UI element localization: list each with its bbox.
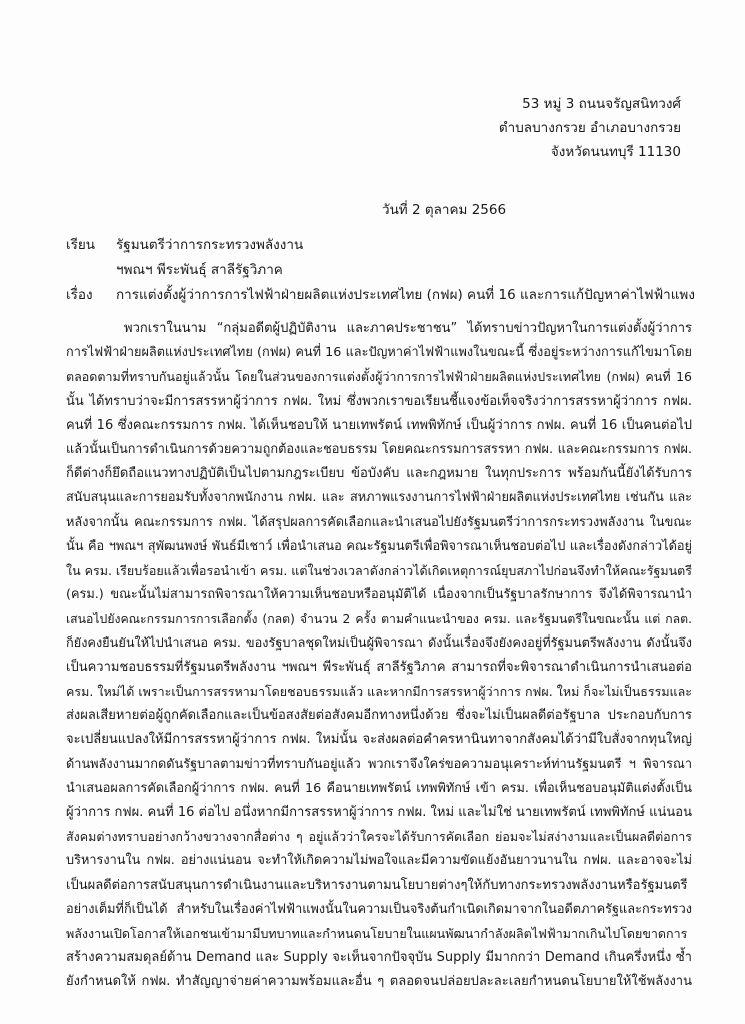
letter-body [66,317,692,995]
recipient-row [66,258,706,283]
sender-address [499,92,681,164]
body-line: ใน ครม. เรียบร้อยแล้วเพื่อรอนำเข้า ครม. แต่ในช่วงเวลาดังกล่าวได้เกิดเหตุการณ์ยุบสภาไปก่อนจึงทำให้คณะรัฐมนตรี [66,563,692,579]
body-line: แล้วนั้นเป็นการดำเนินการด้วยความถูกต้องและชอบธรรม โดยคณะกรรมการสรรหา กฟผ. และคณะกรรมการ กฟผ. [66,442,692,458]
body-line: เสนอไปยังคณะกรรมการการเลือกตั้ง (กลต) จำนวน 2 ครั้ง ตามคำแนะนำของ ครม. และรัฐมนตรีในขณะนั้น แต่ กลต. [66,612,692,627]
body-line: พวกเราในนาม “กลุ่มอดีตผู้ปฏิบัติงาน และภาคประชาชน” ได้ทราบข่าวปัญหาในการแต่งตั้งผู้ว่าการ [124,321,692,336]
body-line: เป็นความชอบธรรมที่รัฐมนตรีพลังงาน ฯพณฯ พีระพันธุ์ สาลีรัฐวิภาค สามารถที่จะพิจารณาดำเนินการนำเสนอต่อ [66,659,692,675]
body-line: ผู้ว่าการ กฟผ. คนที่ 16 ต่อไป อนึ่งหากมีการสรรหาผู้ว่าการ กฟผ. ใหม่ และไม่ใช่ นายเทพรัตน์ เทพพิทักษ์ แน่นอน [66,805,692,821]
body-line: พลังงานเปิดโอกาสให้เอกชนเข้ามามีบทบาทและกำหนดนโยบายในแผนพัฒนากำลังผลิตไฟฟ้ามากเกินไปโดยขาดการ [66,926,688,942]
address-line: 53 หมู่ 3 ถนนจรัญสนิทวงศ์ [522,96,681,112]
recipient-row [66,233,706,258]
body-line: สังคมต่างทราบอย่างกว้างขวางจากสื่อต่าง ๆ อยู่แล้วว่าใครจะได้รับการคัดเลือก ย่อมจะไม่สง่างามและเป็นผลดีต่อการ [66,829,692,845]
body-line: จะเปลี่ยนแปลงให้มีการสรรหาผู้ว่าการ กฟผ. ใหม่นั้น จะส่งผลต่อคำครหานินทาจากสังคมได้ว่ามีใบสั่งจากทุนใหญ่ [66,732,692,748]
body-line: ส่งผลเสียหายต่อผู้ถูกคัดเลือกและเป็นข้อสงสัยต่อสังคมอีกทางหนึ่งด้วย ซึ่งจะไม่เป็นผลดีต่อรัฐบาล ประกอบกับการ [66,708,692,724]
body-line: ก็ยังคงยืนยันให้ไปนำเสนอ ครม. ของรัฐบาลชุดใหม่เป็นผู้พิจารณา ดังนั้นเรื่องจึงยังคงอยู่ที่รัฐมนตรีพลังงาน ดังนั้นจึง [66,635,692,651]
address-line: ตำบลบางกรวย อำเภอบางกรวย [498,120,681,136]
address-line: จังหวัดนนทบุรี 11130 [550,144,681,160]
body-line: การไฟฟ้าฝ่ายผลิตแห่งประเทศไทย (กฟผ) คนที่ 16 และปัญหาค่าไฟฟ้าแพงในขณะนี้ ซึ่งอยู่ระหว่างการแก้ไขมาโดย [66,345,692,361]
subject-text: การแต่งตั้งผู้ว่าการการไฟฟ้าฝ่ายผลิตแห่งประเทศไทย (กฟผ) คนที่ 16 และการแก้ปัญหาค่าไฟฟ้าแพง [116,287,695,303]
body-line: นั้น ได้ทราบว่าจะมีการสรรหาผู้ว่าการ กฟผ. ใหม่ ซึ่งพวกเราขอเรียนชี้แจงข้อเท็จจริงว่าการสรรหาผู้ว่าการ กฟผ. [66,393,692,409]
body-line: เป็นผลดีต่อการสนับสนุนการดำเนินงานและบริหารงานตามนโยบายต่างๆให้กับทางกระทรวงพลังงานหรือรัฐมนตรี [66,877,688,893]
recipient-title: รัฐมนตรีว่าการกระทรวงพลังงาน [116,237,304,253]
body-line: ตลอดตามที่ทราบกันอยู่แล้วนั้น โดยในส่วนของการแต่งตั้งผู้ว่าการการไฟฟ้าฝ่ายผลิตแห่งประเทศไทย (กฟผ) คนที่ 16 [66,369,692,385]
body-line: สนับสนุนและการยอมรับทั้งจากพนักงาน กฟผ. และ สหภาพแรงงานการไฟฟ้าฝ่ายผลิตแห่งประเทศไทย เช่นกัน และ [66,490,692,506]
letter-date: วันที่ 2 ตุลาคม 2566 [382,202,507,218]
body-line: คนที่ 16 ซึ่งคณะกรรมการ กฟผ. ได้เห็นชอบให้ นายเทพรัตน์ เทพพิทักษ์ เป็นผู้ว่าการ กฟผ. คนที่ 16 เป็นคนต่อไป [66,417,692,433]
body-line: อย่างเต็มที่ก็เป็นได้ สำหรับในเรื่องค่าไฟฟ้าแพงนั้นในความเป็นจริงต้นกำเนิดเกิดมาจากในอดีตภาครัฐและกระทรวง [66,901,692,917]
letter-header [66,233,706,308]
body-line: หลังจากนั้น คณะกรรมการ กฟผ. ได้สรุปผลการคัดเลือกและนำเสนอไปยังรัฐมนตรีว่าการกระทรวงพลังงาน ในขณะ [66,514,692,530]
body-line: บริหารงานใน กฟผ. อย่างแน่นอน จะทำให้เกิดความไม่พอใจและมีความขัดแย้งอันยาวนานใน กฟผ. และอาจจะไม่ [66,853,692,869]
body-line: สร้างความสมดุลย์ด้าน Demand และ Supply จะเห็นจากปัจจุบัน Supply มีมากกว่า Demand เกินครึ่งหนึ่ง ซ้ำ [66,950,692,966]
body-line: (ครม.) ขณะนั้นไม่สามารถพิจารณาให้ความเห็นชอบหรืออนุมัติได้ เนื่องจากเป็นรัฐบาลรักษาการ จึงได้พิจารณานำ [66,587,692,603]
recipient-name: ฯพณฯ พีระพันธุ์ สาลีรัฐวิภาค [116,262,283,278]
subject-row [66,283,706,308]
body-line: ยังกำหนดให้ กฟผ. ทำสัญญาจ่ายค่าความพร้อมและอื่น ๆ ตลอดจนปล่อยปละละเลยกำหนดนโยบายให้ใช้พลังงาน [66,974,692,990]
body-line: ครม. ใหม่ได้ เพราะเป็นการสรรหามาโดยชอบธรรมแล้ว และหากมีการสรรหาผู้ว่าการ กฟผ. ใหม่ ก็จะไม่เป็นธรรมและ [66,684,692,700]
recipient-label: เรียน [66,237,96,253]
body-line: นั้น คือ ฯพณฯ สุพัฒนพงษ์ พันธ์มีเชาว์ เพื่อนำเสนอ คณะรัฐมนตรีเพื่อพิจารณาเห็นชอบต่อไป และเรื่องดังกล่าวได้อยู่ [66,538,692,554]
body-line: ก็ดีต่างก็ยึดถือแนวทางปฏิบัติเป็นไปตามกฎระเบียบ ข้อบังคับ และกฎหมาย ในทุกประการ พร้อมกันนี้ยังได้รับการ [66,466,692,482]
subject-label: เรื่อง [66,287,93,303]
body-line: นำเสนอผลการคัดเลือกผู้ว่าการ กฟผ. คนที่ 16 คือนายเทพรัตน์ เทพพิทักษ์ เข้า ครม. เพื่อเห็นชอบอนุมัติแต่งตั้งเป็น [66,780,692,796]
body-line: ด้านพลังงานมากดดันรัฐบาลตามข่าวที่ทราบกันอยู่แล้ว พวกเราจึงใคร่ขอความอนุเคราะห์ท่านรัฐมนตรี ฯ พิจารณา [66,756,692,772]
